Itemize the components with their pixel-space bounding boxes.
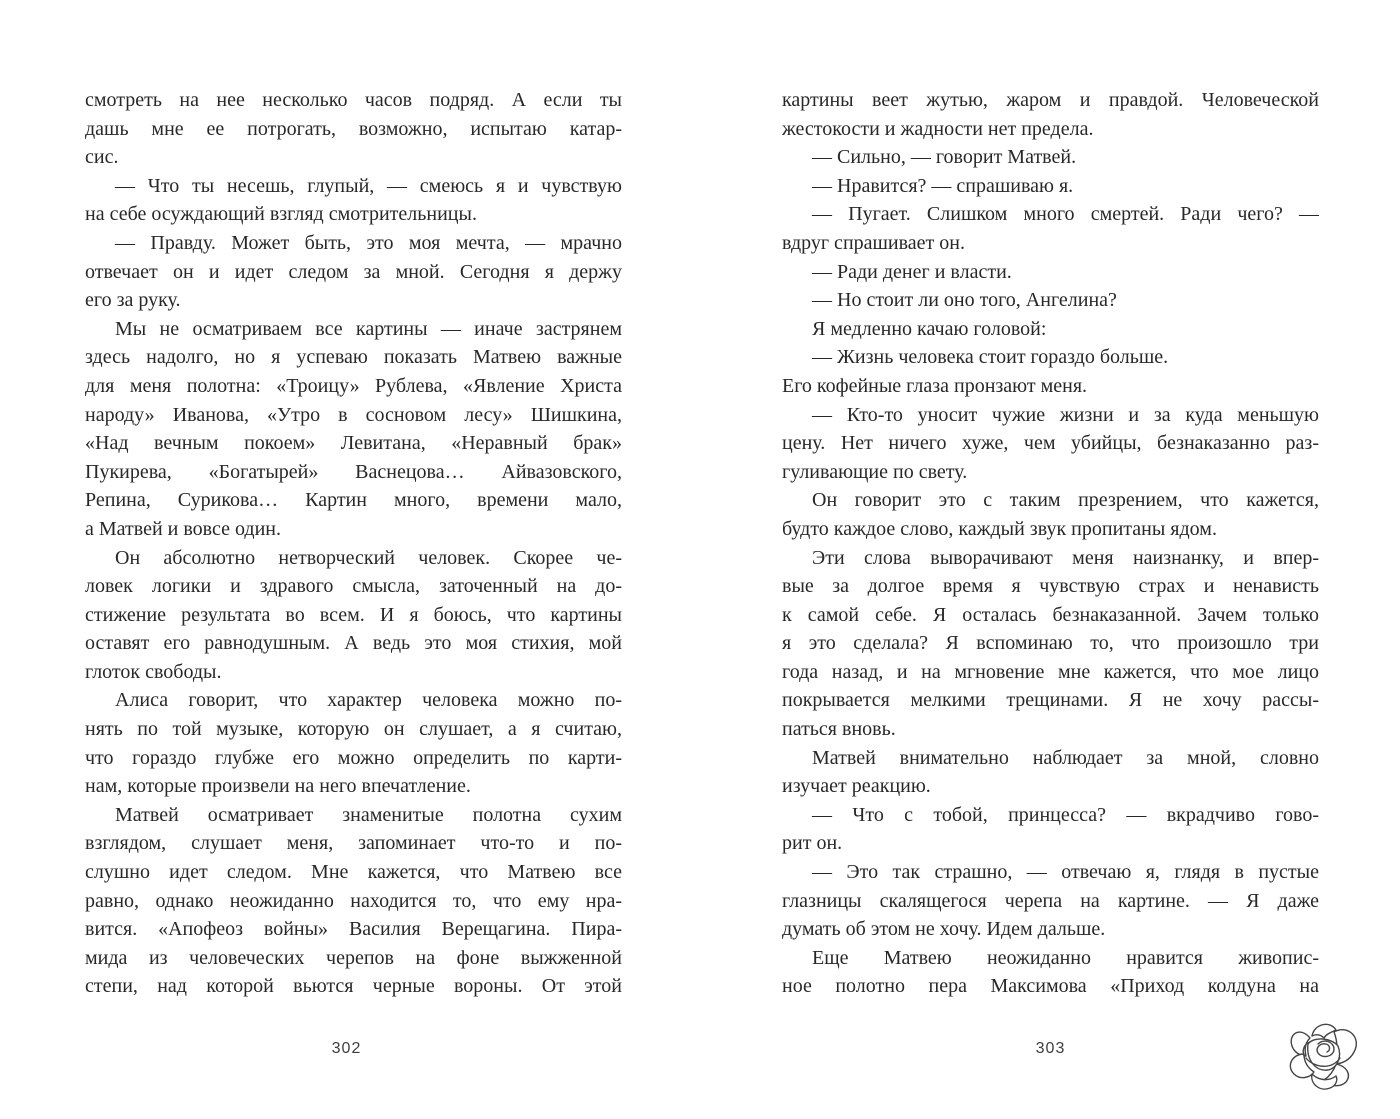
paragraph <box>85 315 622 544</box>
text-line: на себе осуждающий взгляд смотрительницы. <box>85 203 477 226</box>
text-line: смотреть на нее несколько часов подряд. А если ты <box>85 89 622 111</box>
text-line: — Нравится? — спрашиваю я. <box>812 174 1074 197</box>
text-line: ное полотно пера Максимова «Приход колдуна на <box>782 975 1319 998</box>
text-line: — Правду. Может быть, это моя мечта, — мрачно <box>115 231 622 254</box>
text-line: нять по той музыке, которую он слушает, а я считаю, <box>85 718 622 741</box>
text-line: жестокости и жадности нет предела. <box>782 117 1094 140</box>
text-line: нам, которые произвели на него впечатление. <box>85 775 471 798</box>
text-line: сис. <box>85 146 119 169</box>
text-line: — Ради денег и власти. <box>812 260 1012 283</box>
text-line: Матвей осматривает знаменитые полотна сухим <box>115 803 622 826</box>
paragraph <box>782 544 1319 744</box>
text-line: — Что с тобой, принцесса? — вкрадчиво гово- <box>812 803 1319 826</box>
text-line: ловек логики и здравого смысла, заточенный на до- <box>85 575 622 598</box>
paragraph <box>85 544 622 687</box>
paragraph <box>782 486 1319 543</box>
text-line: вдруг спрашивает он. <box>782 231 965 254</box>
text-line: а Матвей и вовсе один. <box>85 517 282 540</box>
text-line: Я медленно качаю головой: <box>812 317 1047 340</box>
text-line: изучает реакцию. <box>782 775 931 798</box>
text-line: глоток свободы. <box>85 660 222 683</box>
text-line: Еще Матвею неожиданно нравится живопис- <box>812 946 1319 969</box>
paragraph <box>85 172 622 229</box>
text-line: Мы не осматриваем все картины — иначе застрянем <box>115 317 622 340</box>
paragraph <box>782 86 1319 143</box>
text-line: Алиса говорит, что характер человека можно по- <box>115 689 622 712</box>
text-line: для меня полотна: «Троицу» Рублева, «Явление Христа <box>85 374 622 397</box>
right-page-text <box>782 86 1319 1001</box>
text-line: оставят его равнодушным. А ведь это моя стихия, мой <box>85 632 622 655</box>
text-line: — Но стоит ли оно того, Ангелина? <box>812 289 1117 312</box>
paragraph <box>85 86 622 172</box>
text-line: степи, над которой вьются черные вороны. От этой <box>85 975 622 998</box>
text-line: я это сделала? Я вспоминаю то, что произошло три <box>782 632 1319 655</box>
left-page-text <box>85 86 622 1001</box>
text-line: Пукирева, «Богатырей» Васнецова… Айвазовского, <box>85 460 622 483</box>
text-line: стижение результата во всем. И я боюсь, что картины <box>85 603 622 626</box>
text-line: Эти слова выворачивают меня наизнанку, и впер- <box>812 546 1319 569</box>
text-line: — Это так страшно, — отвечаю я, глядя в пустые <box>812 861 1319 884</box>
text-line: народу» Иванова, «Утро в сосновом лесу» Шишкина, <box>85 403 622 426</box>
text-line: Матвей внимательно наблюдает за мной, словно <box>812 746 1319 769</box>
paragraph <box>782 172 1319 201</box>
text-line: Он абсолютно нетворческий человек. Скорее че- <box>115 546 622 569</box>
text-line: паться вновь. <box>782 718 896 741</box>
paragraph <box>85 686 622 800</box>
text-line: — Кто-то уносит чужие жизни и за куда меньшую <box>812 403 1319 426</box>
paragraph <box>782 258 1319 287</box>
text-line: дашь мне ее потрогать, возможно, испытаю катар- <box>85 117 622 140</box>
text-line: к самой себе. Я осталась безнаказанной. Зачем только <box>782 603 1319 626</box>
text-line: Репина, Сурикова… Картин много, времени мало, <box>85 489 622 512</box>
text-line: взглядом, слушает меня, запоминает что-то и по- <box>85 832 622 855</box>
text-line: равно, однако неожиданно находится то, что ему нра- <box>85 889 622 912</box>
paragraph <box>782 744 1319 801</box>
text-line: слушно идет следом. Мне кажется, что Матвею все <box>85 861 622 884</box>
text-line: — Сильно, — говорит Матвей. <box>812 146 1077 169</box>
text-line: здесь надолго, но я успеваю показать Матвею важные <box>85 346 622 369</box>
text-line: — Пугает. Слишком много смертей. Ради чего? — <box>812 203 1319 226</box>
text-line: глазницы скалящегося черепа на картине. — Я даже <box>782 889 1319 912</box>
text-line: отвечает он и идет следом за мной. Сегодня я держу <box>85 260 622 283</box>
paragraph <box>782 858 1319 944</box>
paragraph <box>85 801 622 1001</box>
text-line: Его кофейные глаза пронзают меня. <box>782 374 1088 397</box>
paragraph <box>782 143 1319 172</box>
text-line: покрывается мелкими трещинами. Я не хочу рассы- <box>782 689 1319 712</box>
text-line: — Жизнь человека стоит гораздо больше. <box>812 346 1169 369</box>
text-line: гуливающие по свету. <box>782 460 968 483</box>
text-line: его за руку. <box>85 289 181 312</box>
text-line: что гораздо глубже его можно определить по карти- <box>85 746 622 769</box>
text-line: рит он. <box>782 832 843 855</box>
paragraph <box>782 372 1319 401</box>
text-line: мида из человеческих черепов на фоне выжженной <box>85 946 622 969</box>
page-number-right: 303 <box>1035 1040 1066 1057</box>
text-line: думать об этом не хочу. Идем дальше. <box>782 918 1106 941</box>
text-line: вые за долгое время я чувствую страх и ненависть <box>782 575 1319 598</box>
page-number-left: 302 <box>331 1040 362 1057</box>
text-line: вится. «Апофеоз войны» Василия Верещагина. Пира- <box>85 918 622 941</box>
paragraph <box>782 944 1319 1001</box>
paragraph <box>85 229 622 315</box>
text-line: картины веет жутью, жаром и правдой. Человеческой <box>782 89 1319 111</box>
text-line: Он говорит это с таким презрением, что кажется, <box>812 489 1319 512</box>
text-line: — Что ты несешь, глупый, — смеюсь я и чувствую <box>115 174 622 197</box>
text-line: «Над вечным покоем» Левитана, «Неравный брак» <box>85 432 622 455</box>
paragraph <box>782 343 1319 372</box>
rose-icon <box>1284 1016 1366 1094</box>
paragraph <box>782 801 1319 858</box>
text-line: цену. Нет ничего хуже, чем убийцы, безнаказанно раз- <box>782 432 1319 455</box>
paragraph <box>782 200 1319 257</box>
text-line: будто каждое слово, каждый звук пропитаны ядом. <box>782 517 1217 540</box>
paragraph <box>782 286 1319 315</box>
paragraph <box>782 315 1319 344</box>
paragraph <box>782 401 1319 487</box>
text-line: года назад, и на мгновение мне кажется, что мое лицо <box>782 660 1319 683</box>
